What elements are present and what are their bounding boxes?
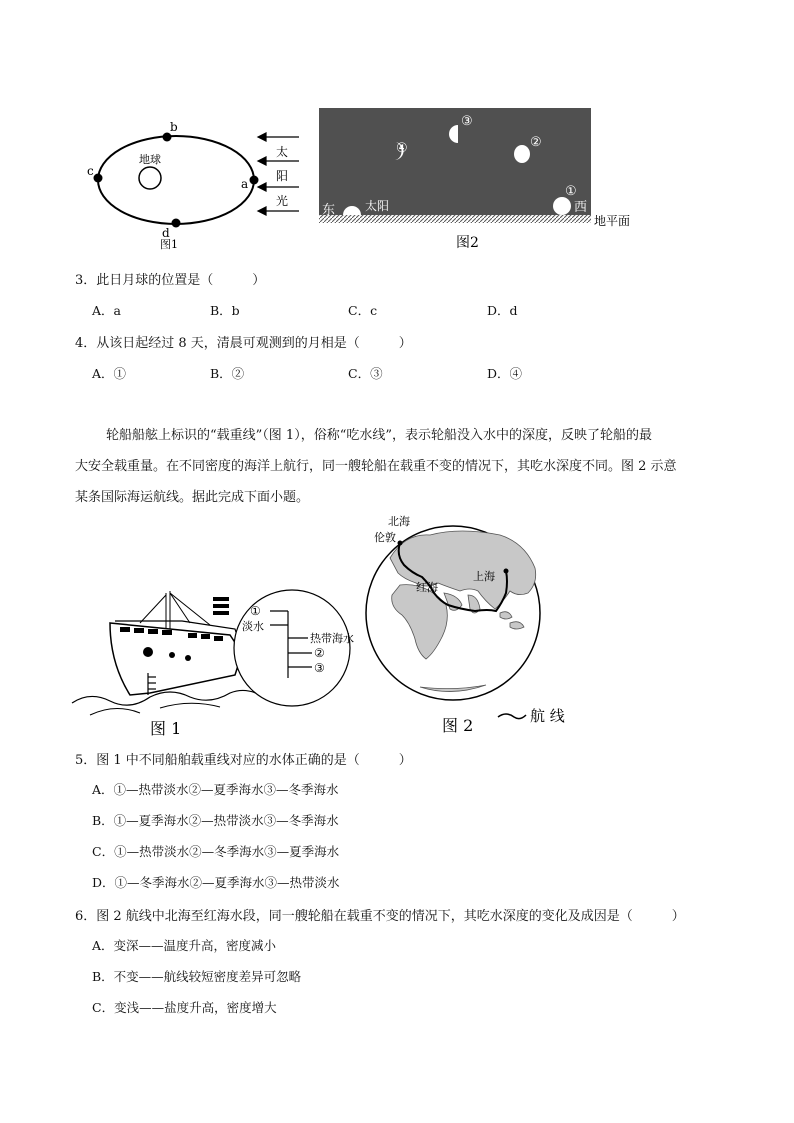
- moon-label-1: ①: [565, 184, 577, 199]
- q6-option-a[interactable]: A．变深——温度升高，密度减小: [92, 938, 277, 953]
- q4-option-a[interactable]: A．①: [92, 366, 127, 381]
- moon-point-c: [94, 174, 103, 183]
- sun-label: 太阳: [365, 199, 390, 213]
- ship-funnel: [213, 597, 229, 615]
- moon-label-3: ③: [461, 114, 473, 129]
- ship-hull: [110, 623, 242, 695]
- globe-fig-caption: 图 2: [442, 716, 474, 735]
- q4-option-b[interactable]: B．②: [210, 366, 245, 381]
- load-line-label-3: ③: [314, 661, 325, 675]
- point-label-b: b: [170, 120, 178, 134]
- point-label-d: d: [162, 226, 170, 240]
- load-line-label-tropical: 热带海水: [310, 632, 354, 645]
- q3-option-d[interactable]: D．d: [487, 303, 518, 318]
- load-line-label-1: ①: [250, 604, 261, 618]
- q4-option-d[interactable]: D．④: [487, 366, 523, 381]
- horizon-label: 地平面: [594, 214, 631, 228]
- east-label: 东: [322, 203, 336, 218]
- passage-line-3: 某条国际海运航线。据此完成下面小题。: [75, 490, 310, 505]
- moon-point-a: [250, 176, 259, 185]
- route-legend-label: 航 线: [530, 707, 565, 725]
- q3-option-b[interactable]: B．b: [210, 303, 240, 318]
- west-label: 西: [574, 200, 588, 215]
- moon-phase-1: [553, 197, 571, 215]
- earth: [139, 167, 161, 189]
- moon-label-2: ②: [530, 135, 542, 150]
- sea-waves-2: [90, 703, 220, 715]
- q5-option-c[interactable]: C．①—热带淡水②—冬季海水③—夏季海水: [92, 844, 340, 859]
- passage-line-2: 大安全载重量。在不同密度的海洋上航行，同一艘轮船在载重不变的情况下，其吃水深度不同。图 2 示意: [75, 459, 677, 474]
- q5-option-d[interactable]: D．①—冬季海水②—夏季海水③—热带淡水: [92, 875, 340, 890]
- globe-figure: [360, 513, 590, 743]
- sunlight-char-1: 太: [276, 145, 289, 159]
- horizon-ground: [319, 215, 591, 223]
- fig1-caption: 图1: [160, 238, 178, 251]
- q5-option-a[interactable]: A．①—热带淡水②—夏季海水③—冬季海水: [92, 782, 339, 797]
- question-6-stem: 6．图 2 航线中北海至红海水段，同一艘轮船在载重不变的情况下，其吃水深度的变化及成因是（ ）: [75, 909, 685, 924]
- port-label-shanghai: 上海: [473, 570, 495, 583]
- moon-phase-2: [514, 145, 530, 163]
- port-label-north-sea: 北海: [388, 515, 410, 528]
- sunlight-char-3: 光: [276, 194, 289, 208]
- load-line-label-2: ②: [314, 646, 325, 660]
- moon-orbit: [98, 136, 254, 224]
- q6-option-b[interactable]: B．不变——航线较短密度差异可忽略: [92, 969, 302, 984]
- q6-option-c[interactable]: C．变浅——盐度升高，密度增大: [92, 1000, 277, 1015]
- moon-point-d: [172, 219, 181, 228]
- sea-waves: [72, 690, 260, 705]
- ship-rigging: [140, 591, 210, 631]
- q5-option-b[interactable]: B．①—夏季海水②—热带淡水③—冬季海水: [92, 813, 339, 828]
- route-legend-icon: [498, 714, 526, 719]
- question-3-stem: 3．此日月球的位置是（ ）: [75, 273, 266, 288]
- sky-figure: [316, 106, 646, 256]
- passage-line-1: 轮船船舷上标识的“载重线”（图 1），俗称“吃水线”，表示轮船没入水中的深度，反映了轮船的最: [106, 428, 652, 443]
- point-label-a: a: [241, 177, 249, 191]
- point-label-c: c: [87, 164, 94, 178]
- fig2-caption: 图2: [456, 235, 479, 251]
- load-line-label-freshwater: 淡水: [242, 620, 264, 633]
- port-label-red-sea: 红海: [416, 581, 438, 594]
- question-4-stem: 4．从该日起经过 8 天，清晨可观测到的月相是（ ）: [75, 336, 412, 351]
- sunlight-char-2: 阳: [276, 169, 289, 183]
- earth-label: 地球: [139, 153, 161, 166]
- ship-fig-caption: 图 1: [150, 719, 182, 738]
- sky-background: [319, 108, 591, 215]
- question-5-stem: 5．图 1 中不同船舶载重线对应的水体正确的是（ ）: [75, 753, 412, 768]
- q3-option-c[interactable]: C．c: [348, 303, 378, 318]
- q3-option-a[interactable]: A．a: [92, 303, 121, 318]
- port-label-london: 伦敦: [374, 531, 396, 544]
- moon-label-4: ④: [396, 141, 408, 156]
- orbit-figure: [80, 115, 310, 255]
- ship-figure: [70, 583, 370, 743]
- q4-option-c[interactable]: C．③: [348, 366, 383, 381]
